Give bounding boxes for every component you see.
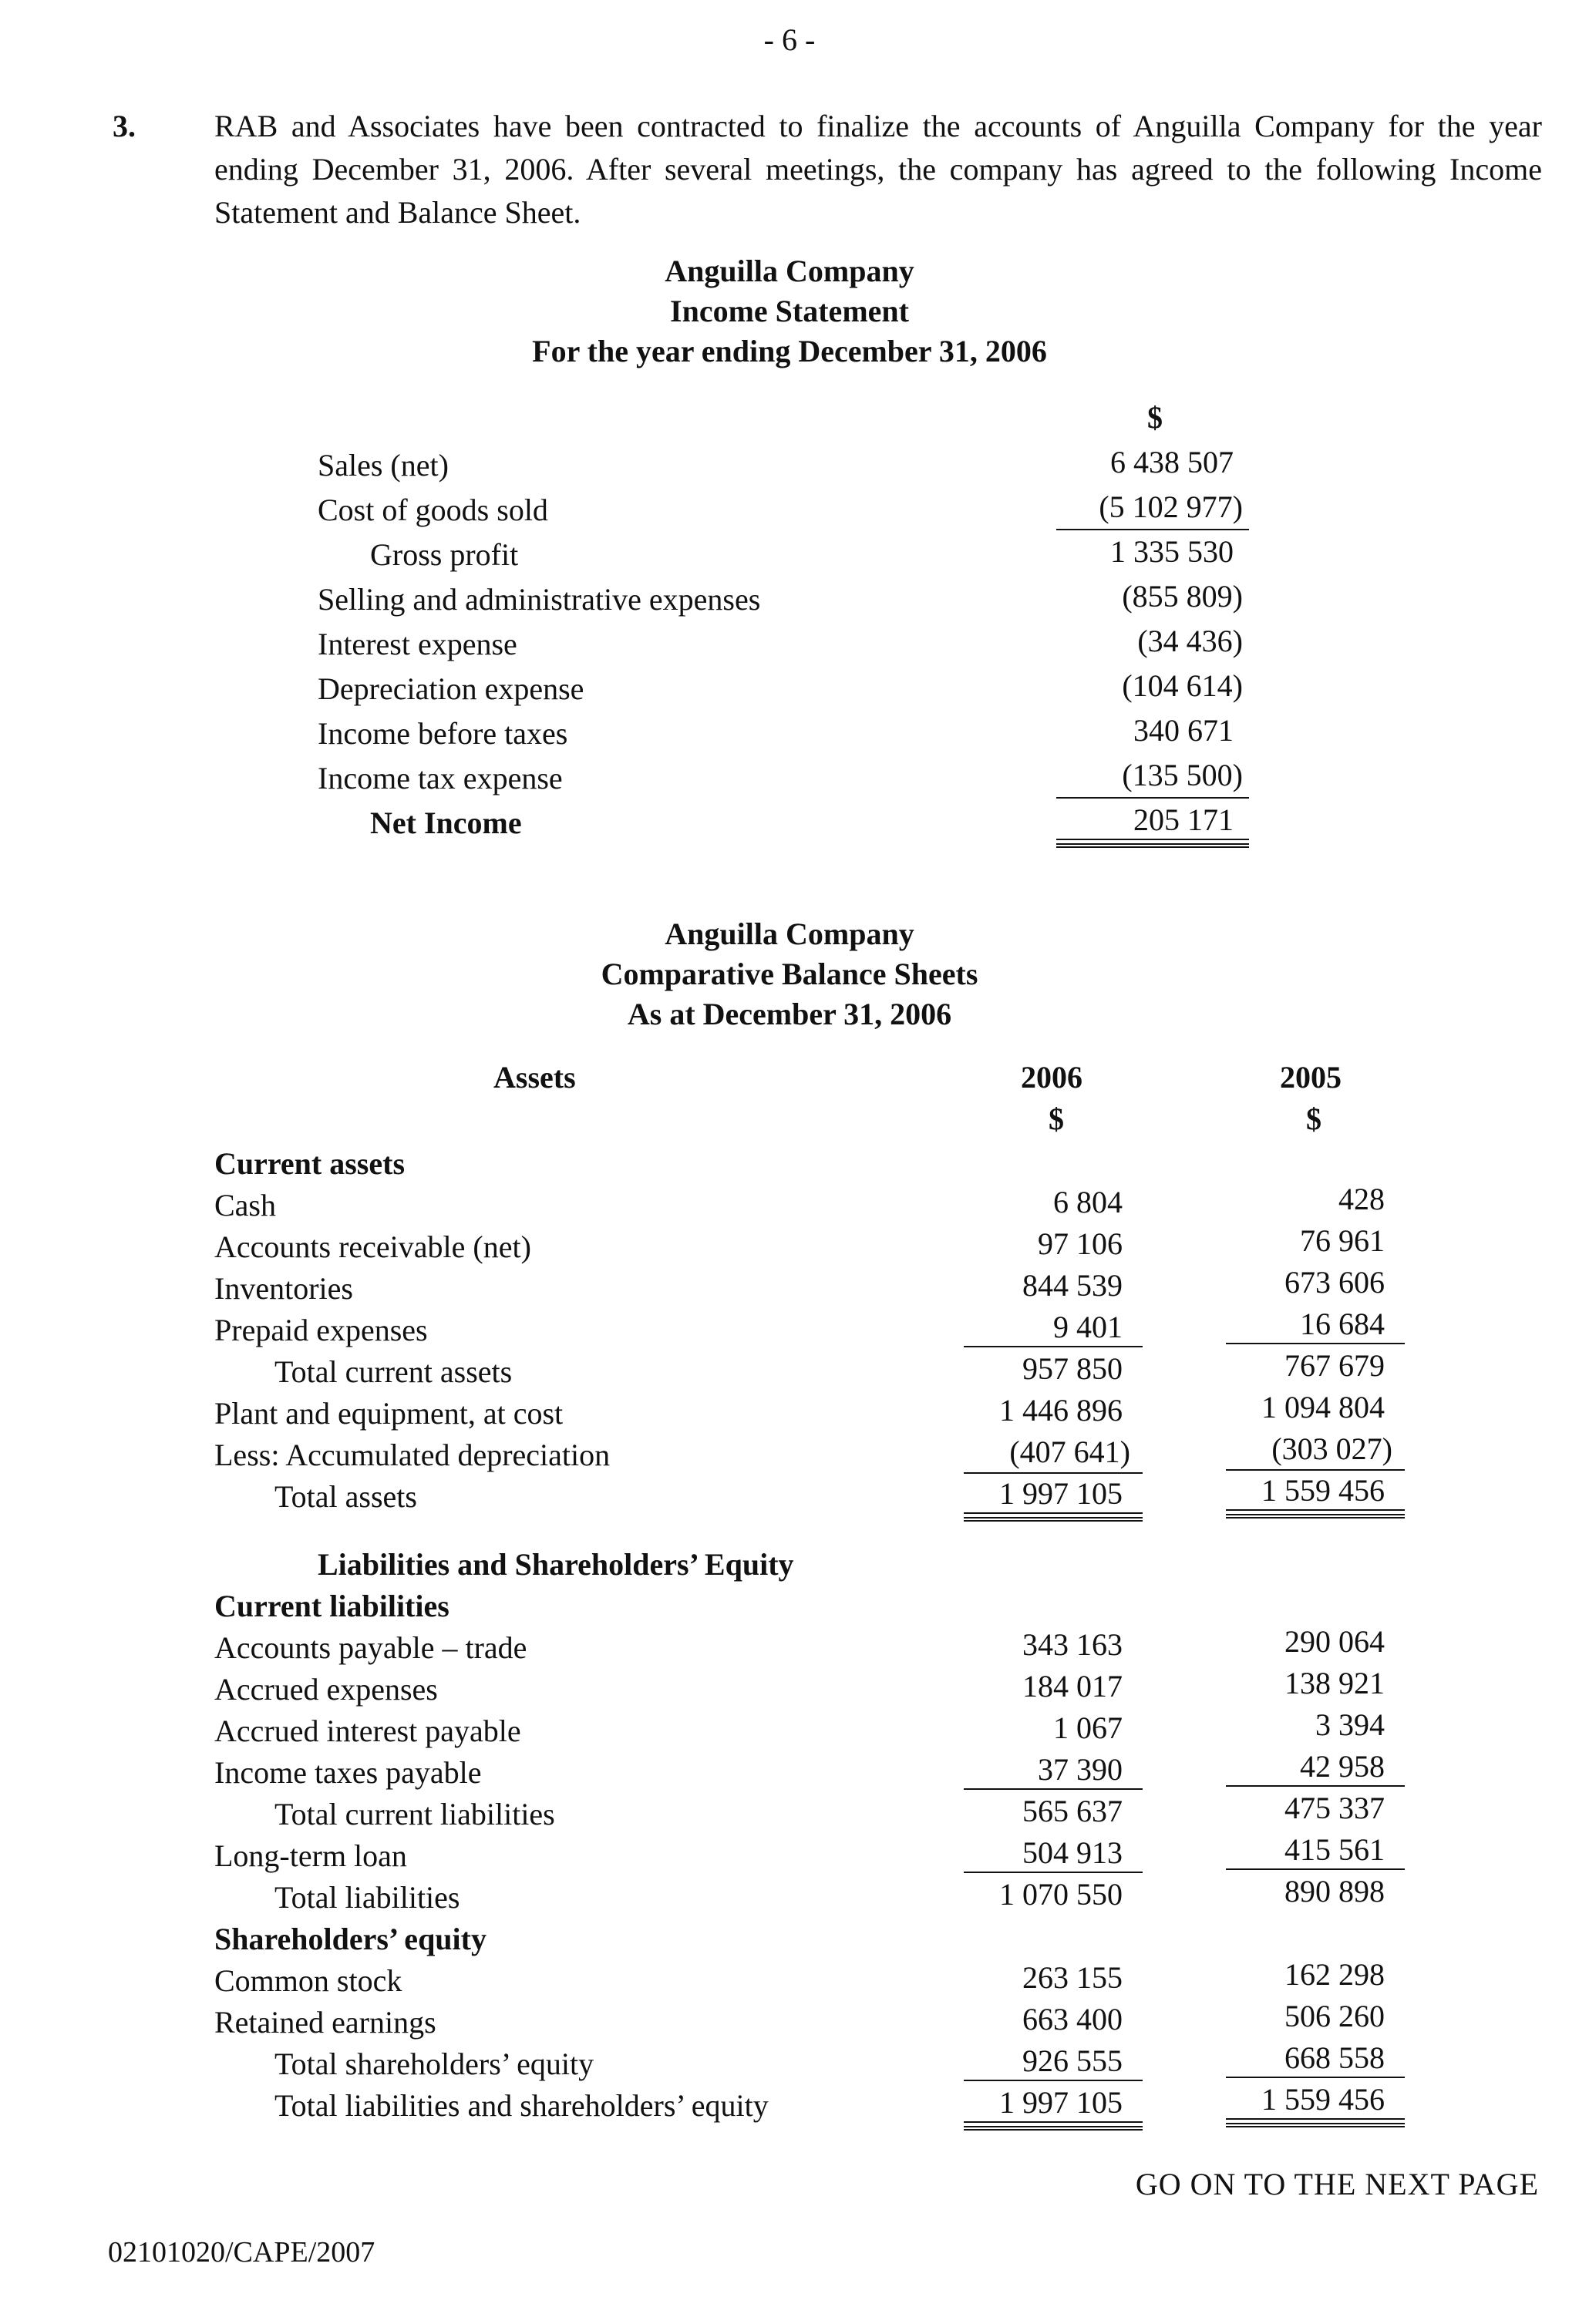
net-income-value: 205 171 <box>1133 802 1234 837</box>
income-row-label: Income tax expense <box>318 761 563 795</box>
total-rule-2006 <box>964 1512 1143 1514</box>
income-total-rule <box>1056 839 1249 840</box>
liability-2005-value: 475 337 <box>1284 1791 1385 1825</box>
asset-row-label: Prepaid expenses <box>214 1313 428 1347</box>
liability-2006-value: 504 913 <box>1022 1835 1123 1870</box>
income-currency-header: $ <box>1147 400 1163 435</box>
asset-2006-value: (407 641) <box>1009 1434 1130 1469</box>
liability-2006-value: 343 163 <box>1022 1627 1123 1662</box>
asset-2006-value: 1 446 896 <box>999 1393 1123 1428</box>
income-statement-company: Anguilla Company <box>665 254 914 288</box>
asset-row-label: Accounts receivable (net) <box>214 1229 531 1264</box>
income-total-double-rule <box>1056 843 1249 848</box>
assets-heading: Assets <box>493 1060 576 1095</box>
net-income-label: Net Income <box>370 805 522 840</box>
income-row-label: Sales (net) <box>318 448 449 483</box>
equity-row-label: Common stock <box>214 1963 402 1998</box>
asset-2005-value: (303 027) <box>1271 1431 1392 1466</box>
question-paragraph: RAB and Associates have been contracted to finalize the accounts of Anguilla Company for the year ending December 31, 2006. After several meetings, the company has agreed to the following Income Statement and Balance Sheet. <box>214 109 1542 230</box>
asset-row-label: Total current assets <box>274 1354 513 1389</box>
income-row-value: (104 614) <box>1122 668 1243 703</box>
liability-2006-value: 37 390 <box>1038 1752 1123 1787</box>
equity-2006-value: 263 155 <box>1022 1960 1123 1995</box>
asset-2005-value: 1 559 456 <box>1261 1473 1385 1508</box>
liability-row-label: Income taxes payable <box>214 1755 482 1790</box>
equity-2006-value: 926 555 <box>1022 2043 1123 2078</box>
liability-2006-value: 1 067 <box>1053 1710 1123 1745</box>
income-row-value: 6 438 507 <box>1110 445 1234 479</box>
liability-row-label: Accrued expenses <box>214 1672 438 1707</box>
asset-row-label: Total assets <box>274 1479 417 1514</box>
asset-2005-value: 1 094 804 <box>1261 1390 1385 1424</box>
income-statement-title: Income Statement <box>670 294 909 328</box>
income-row-label: Income before taxes <box>318 716 568 751</box>
income-row-label: Interest expense <box>318 627 517 661</box>
asset-row-label: Less: Accumulated depreciation <box>214 1438 611 1472</box>
equity-2005-value: 162 298 <box>1284 1957 1385 1992</box>
year-2006-header: 2006 <box>1021 1060 1082 1095</box>
current-liabilities-heading: Current liabilities <box>214 1589 449 1623</box>
asset-2005-value: 16 684 <box>1300 1307 1385 1341</box>
income-row-value: (135 500) <box>1122 758 1243 792</box>
liability-2005-value: 290 064 <box>1284 1624 1385 1659</box>
total-double-rule-2005 <box>1226 1514 1405 1519</box>
liability-2005-value: 42 958 <box>1300 1749 1385 1784</box>
liabilities-equity-heading: Liabilities and Shareholders’ Equity <box>318 1547 794 1582</box>
total-rule-2005 <box>1226 2118 1405 2120</box>
equity-2005-value: 668 558 <box>1284 2040 1385 2075</box>
footer-code: 02101020/CAPE/2007 <box>108 2236 375 2269</box>
liability-row-label: Total current liabilities <box>274 1797 555 1831</box>
page-number: - 6 - <box>763 22 816 57</box>
balance-sheet-company: Anguilla Company <box>665 916 914 951</box>
income-row-label: Gross profit <box>370 537 519 572</box>
asset-2006-value: 9 401 <box>1053 1310 1123 1344</box>
income-row-label: Selling and administrative expenses <box>318 582 761 617</box>
liability-2006-value: 1 070 550 <box>999 1877 1123 1912</box>
asset-2006-value: 6 804 <box>1053 1185 1123 1219</box>
year-2005-header: 2005 <box>1280 1060 1342 1095</box>
equity-row-label: Total shareholders’ equity <box>274 2047 594 2081</box>
asset-2005-value: 673 606 <box>1284 1265 1385 1300</box>
liability-2005-value: 3 394 <box>1315 1707 1385 1742</box>
liability-row-label: Long-term loan <box>214 1838 407 1873</box>
equity-2006-value: 1 997 105 <box>999 2085 1123 2120</box>
income-statement-period: For the year ending December 31, 2006 <box>532 334 1047 368</box>
asset-row-label: Inventories <box>214 1271 353 1306</box>
balance-sheet-period: As at December 31, 2006 <box>627 997 952 1031</box>
income-row-label: Cost of goods sold <box>318 493 548 527</box>
liability-row-label: Accounts payable – trade <box>214 1630 527 1665</box>
income-row-label: Depreciation expense <box>318 671 584 706</box>
liability-2006-value: 565 637 <box>1022 1794 1123 1828</box>
asset-2006-value: 957 850 <box>1022 1351 1123 1386</box>
equity-heading: Shareholders’ equity <box>214 1922 486 1956</box>
asset-2006-value: 1 997 105 <box>999 1476 1123 1511</box>
equity-2006-value: 663 400 <box>1022 2002 1123 2036</box>
asset-row-label: Plant and equipment, at cost <box>214 1396 564 1431</box>
asset-row-label: Cash <box>214 1188 276 1223</box>
equity-2005-value: 506 260 <box>1284 1999 1385 2033</box>
asset-2005-value: 428 <box>1338 1182 1385 1216</box>
total-double-rule-2006 <box>964 2126 1143 2131</box>
asset-2006-value: 97 106 <box>1038 1226 1123 1261</box>
income-row-value: (855 809) <box>1122 579 1243 614</box>
liability-2005-value: 890 898 <box>1284 1874 1385 1909</box>
asset-2006-value: 844 539 <box>1022 1268 1123 1303</box>
liability-row-label: Total liabilities <box>274 1880 460 1915</box>
question-number: 3. <box>113 109 136 143</box>
income-row-value: (34 436) <box>1137 624 1243 658</box>
total-double-rule-2005 <box>1226 2123 1405 2127</box>
liability-2005-value: 138 921 <box>1284 1666 1385 1700</box>
equity-row-label: Total liabilities and shareholders’ equity <box>274 2088 769 2123</box>
income-row-value: (5 102 977) <box>1099 489 1243 524</box>
question-text <box>214 105 1542 234</box>
liability-row-label: Accrued interest payable <box>214 1714 521 1748</box>
asset-2005-value: 76 961 <box>1300 1223 1385 1258</box>
total-double-rule-2006 <box>964 1517 1143 1522</box>
current-assets-heading: Current assets <box>214 1146 406 1181</box>
currency-2005-header: $ <box>1306 1101 1321 1136</box>
income-row-value: 340 671 <box>1133 713 1234 748</box>
total-rule-2006 <box>964 2121 1143 2123</box>
liability-2005-value: 415 561 <box>1284 1832 1385 1867</box>
total-rule-2005 <box>1226 1509 1405 1511</box>
balance-sheet-title: Comparative Balance Sheets <box>601 957 978 991</box>
equity-row-label: Retained earnings <box>214 2005 436 2040</box>
go-on-next-page: GO ON TO THE NEXT PAGE <box>1135 2167 1539 2201</box>
currency-2006-header: $ <box>1049 1101 1064 1136</box>
liability-2006-value: 184 017 <box>1022 1669 1123 1703</box>
asset-2005-value: 767 679 <box>1284 1348 1385 1383</box>
equity-2005-value: 1 559 456 <box>1261 2082 1385 2117</box>
income-row-value: 1 335 530 <box>1110 534 1234 569</box>
